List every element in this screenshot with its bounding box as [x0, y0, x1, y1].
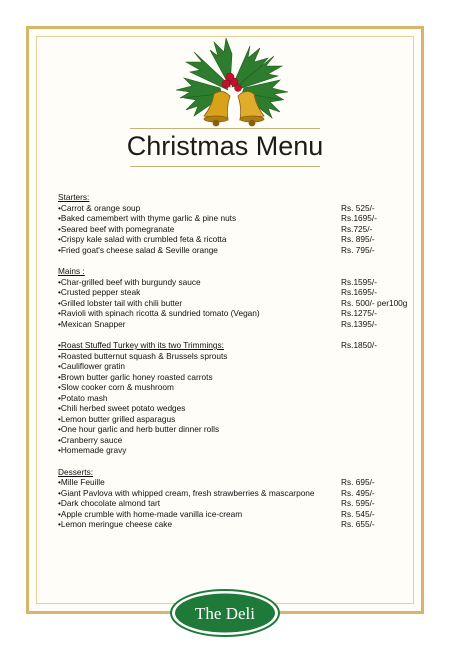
title-bottom-rule: [130, 166, 320, 167]
menu-item-price: Rs.1275/-: [341, 308, 377, 318]
menu-item-name: •Crispy kale salad with crumbled feta & ricotta: [58, 234, 227, 244]
menu-item-price: Rs. 495/-: [341, 487, 375, 498]
menu-item-name: •Homemade gravy: [58, 445, 127, 455]
menu-item-name: •Brown butter garlic honey roasted carrots: [58, 371, 213, 382]
menu-item-price: Rs. 695/-: [341, 477, 375, 487]
menu-item-name: •Cauliflower gratin: [58, 361, 126, 371]
menu-list: [58, 192, 413, 530]
menu-item-name: •Mille Feuille: [58, 477, 105, 487]
menu-item-name: •Fried goat's cheese salad & Seville orange: [58, 244, 218, 255]
logo-text: The Deli: [195, 604, 255, 623]
section-gap: [58, 329, 413, 340]
menu-item: [58, 382, 413, 393]
menu-item-price: Rs. 525/-: [341, 202, 375, 213]
menu-item: [58, 213, 413, 224]
menu-item: [58, 287, 413, 298]
menu-item-name: •Carrot & orange soup: [58, 202, 141, 213]
holly-bells-icon: [150, 32, 310, 147]
menu-item-price: Rs. 895/-: [341, 234, 375, 244]
section-heading-price: Rs.1850/-: [341, 340, 377, 350]
menu-item-price: Rs. 795/-: [341, 244, 375, 255]
menu-item-name: •Ravioli with spinach ricotta & sundried tomato (Vegan): [58, 308, 260, 318]
menu-item: [58, 224, 413, 235]
menu-item: [58, 509, 413, 520]
menu-item-name: •Lemon meringue cheese cake: [58, 519, 173, 529]
menu-item-name: •Roasted butternut squash & Brussels sprouts: [58, 350, 228, 361]
menu-item-price: Rs.1395/-: [341, 318, 377, 329]
menu-item-price: Rs.1595/-: [341, 276, 377, 287]
menu-item: [58, 372, 413, 383]
menu-item-name: •Giant Pavlova with whipped cream, fresh strawberries & mascarpone: [58, 487, 315, 498]
menu-item-name: •Crusted pepper steak: [58, 287, 141, 297]
menu-item: [58, 319, 413, 330]
menu-item: [58, 245, 413, 256]
section-heading: •Roast Stuffed Turkey with its two Trimmings:: [58, 340, 224, 350]
menu-item-name: •Cranberry sauce: [58, 434, 123, 445]
menu-item: [58, 277, 413, 288]
menu-item: [58, 203, 413, 214]
section-heading-row: [58, 340, 413, 351]
menu-item: [58, 435, 413, 446]
menu-item-price: Rs.1695/-: [341, 287, 377, 297]
section-gap: [58, 255, 413, 266]
section-heading: Desserts:: [58, 466, 94, 477]
section-gap: [58, 456, 413, 467]
menu-item-name: •Seared beef with pomegranate: [58, 223, 175, 234]
menu-item-price: Rs.1695/-: [341, 213, 377, 223]
menu-item: [58, 477, 413, 488]
section-heading-row: [58, 266, 413, 277]
menu-item-name: •Potato mash: [58, 392, 108, 403]
menu-item-price: Rs.725/-: [341, 223, 373, 234]
section-heading-row: [58, 467, 413, 478]
menu-item-name: •Grilled lobster tail with chili butter: [58, 297, 183, 308]
menu-item: [58, 424, 413, 435]
menu-item: [58, 234, 413, 245]
menu-item-name: •Dark chocolate almond tart: [58, 498, 161, 508]
menu-item-name: •One hour garlic and herb butter dinner rolls: [58, 424, 220, 434]
menu-item: [58, 414, 413, 425]
section-heading: Mains :: [58, 266, 85, 276]
menu-item-price: Rs. 595/-: [341, 498, 375, 508]
title-top-rule: [130, 128, 320, 129]
menu-item-price: Rs. 545/-: [341, 508, 375, 519]
menu-item-name: •Slow cooker corn & mushroom: [58, 382, 174, 392]
menu-item: [58, 308, 413, 319]
menu-item: [58, 361, 413, 372]
menu-item: [58, 445, 413, 456]
menu-item: [58, 393, 413, 404]
menu-item-name: •Mexican Snapper: [58, 318, 126, 329]
menu-item-name: •Baked camembert with thyme garlic & pine nuts: [58, 213, 237, 223]
menu-item: [58, 488, 413, 499]
section-heading: Starters:: [58, 192, 90, 202]
menu-item-name: •Char-grilled beef with burgundy sauce: [58, 276, 201, 287]
section-heading-row: [58, 192, 413, 203]
menu-item: [58, 519, 413, 530]
menu-item: [58, 403, 413, 414]
menu-item: [58, 298, 413, 309]
menu-item: [58, 351, 413, 362]
menu-item-name: •Apple crumble with home-made vanilla ice-cream: [58, 508, 243, 519]
page-title: Christmas Menu: [126, 131, 324, 161]
menu-item-name: •Chili herbed sweet potato wedges: [58, 403, 186, 413]
menu-item: [58, 498, 413, 509]
menu-item-name: •Lemon butter grilled asparagus: [58, 413, 176, 424]
menu-item-price: Rs. 655/-: [341, 519, 375, 529]
menu-item-price: Rs. 500/- per100g: [341, 297, 408, 308]
